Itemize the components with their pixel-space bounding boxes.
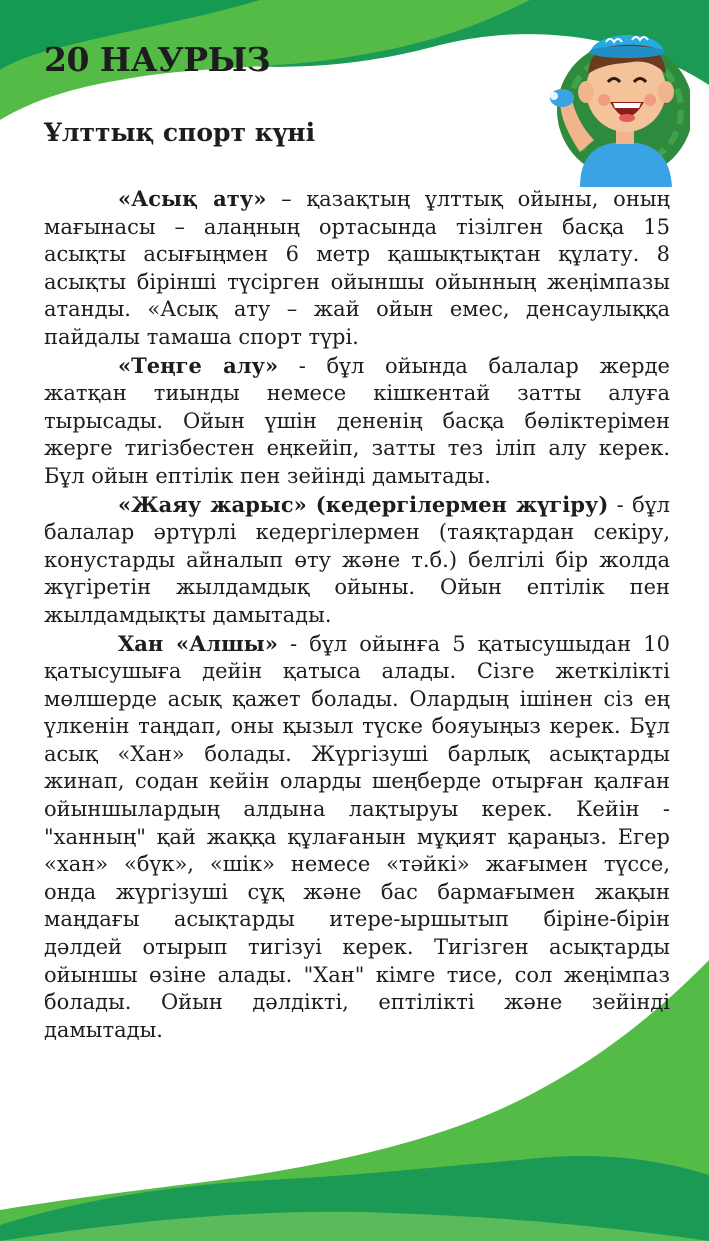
paragraph-text: - бұл ойында балалар жерде жатқан тиынды немесе кішкентай затты алуға тырысады. Ойын үшін дененің басқа бөліктерімен жерге тигізбестен еңкейіп, затты тез іліп алу керек. Бұл ойын ептілік пен зейінді дамытады. bbox=[44, 353, 670, 488]
page-subtitle: Ұлттық спорт күні bbox=[44, 118, 316, 147]
paragraph-zhayau-zharys bbox=[44, 491, 670, 630]
paragraph-asyq-atu bbox=[44, 185, 670, 352]
page-title: 20 НАУРЫЗ bbox=[44, 40, 271, 79]
boy-mascot-illustration bbox=[540, 12, 690, 187]
paragraph-lead: «Теңге алу» bbox=[118, 352, 279, 378]
paragraph-lead: «Асық ату» bbox=[118, 186, 267, 211]
paragraph-khan-alshy bbox=[44, 630, 670, 1045]
paragraph-text: – қазақтың ұлттық ойыны, оның мағынасы – алаңның ортасында тізілген басқа 15 асықты асығыңмен 6 метр қашықтықтан құлату. 8 асықты бірінші түсірген ойыншы ойынның жеңімпазы атанды. «Асық ату – жай ойын емес, денсаулыққа пайдалы тамаша спорт түрі. bbox=[44, 187, 670, 349]
paragraph-text: - бұл ойынға 5 қатысушыдан 10 қатысушыға дейін қатыса алады. Сізге жеткілікті мөлшерде асық қажет болады. Олардың ішінен сіз ең үлкенін таңдап, оны қызыл түске бояуыңыз керек. Бұл асық «Хан» болады. Жүргізуші барлық асықтарды жинап, содан кейін оларды шеңберде отырған қалған ойыншылардың алдына лақтыруы керек. Кейін - "ханның" қай жаққа құлағанын мұқият қараңыз. Егер «хан» «бүк», «шік» немесе «тәйкі» жағымен түссе, онда жүргізуші сұқ және бас бармағымен жақын маңдағы асықтарды итере-ыршытып біріне-бірін дәлдей отырып тигізуі керек. Тигізген асықтарды ойыншы өзіне алады. "Хан" кімге тисе, сол жеңімпаз болады. Ойын дәлдікті, ептілікті және зейінді дамытады. bbox=[44, 631, 670, 1042]
paragraph-lead: Хан «Алшы» bbox=[118, 630, 278, 656]
paragraph-tenge-alu bbox=[44, 352, 670, 491]
paragraph-text: - бұл балалар әртүрлі кедергілермен (таяқтардан секіру, конустарды айналып өту және т.б.) белгілі бір жолда жүгіретін жылдамдық ойыны. Ойын ептілік пен жылдамдықты дамытады. bbox=[44, 492, 671, 627]
paragraph-lead: «Жаяу жарыс» (кедергілермен жүгіру) bbox=[118, 491, 609, 517]
article-body bbox=[44, 185, 670, 1044]
